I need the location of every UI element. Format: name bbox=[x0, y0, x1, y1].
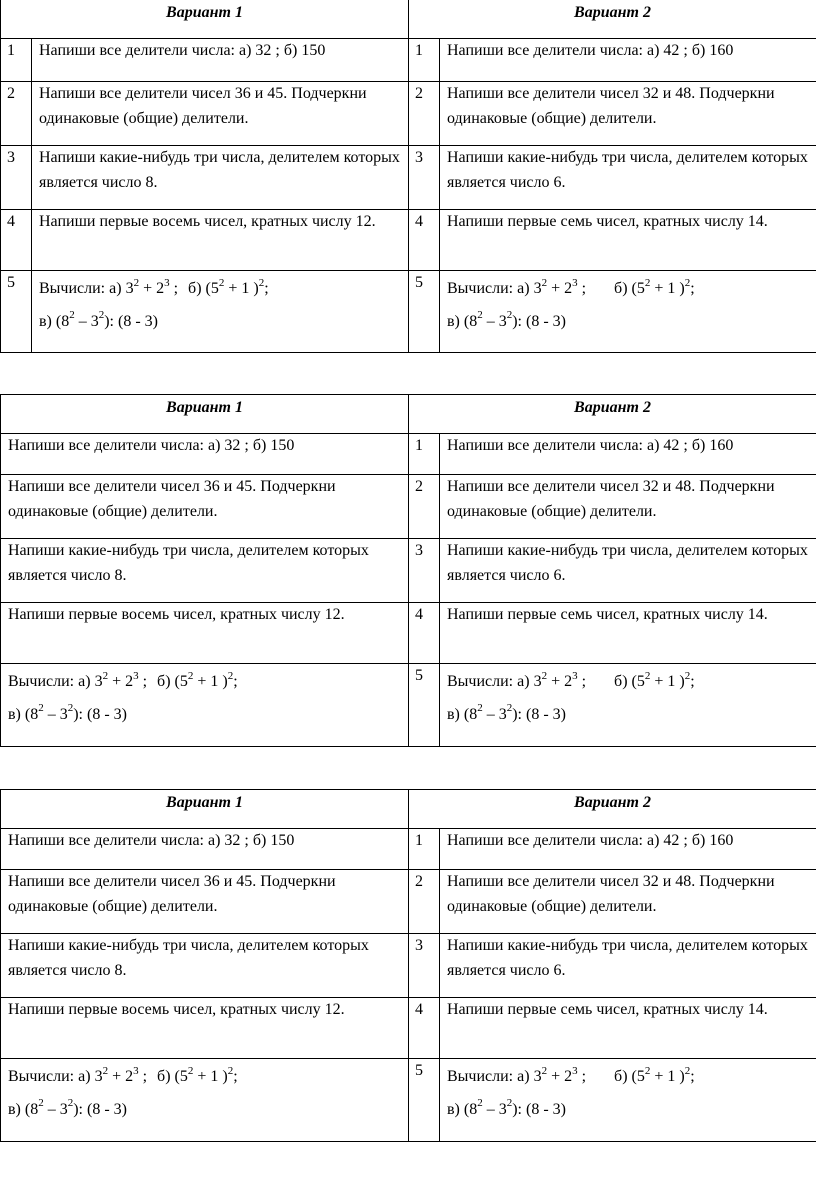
task-number: 4 bbox=[1, 210, 32, 271]
task-text: Напиши все делители чисел 32 и 48. Подчеркни одинаковые (общие) делители. bbox=[440, 870, 816, 934]
task-text: Напиши все делители числа: а) 32 ; б) 150 bbox=[1, 829, 409, 870]
variant-2-header bbox=[409, 790, 816, 829]
variant-2-title: Вариант 2 bbox=[574, 4, 651, 21]
task-number: 3 bbox=[409, 934, 440, 998]
task-number: 5 bbox=[409, 271, 440, 353]
calc-label: Вычисли: а) bbox=[447, 280, 534, 297]
task-number: 3 bbox=[1, 146, 32, 210]
task-text: Напиши все делители числа: а) 42 ; б) 160 bbox=[440, 829, 816, 870]
calc-task-text bbox=[440, 271, 816, 353]
calc-line-2: в) $(8^2 - 3^2)$: (8 - 3) bbox=[8, 702, 127, 723]
table-row bbox=[1, 1059, 816, 1142]
calc-task-text bbox=[1, 664, 409, 747]
variant-1-header bbox=[1, 0, 409, 39]
task-text: Напиши какие-нибудь три числа, делителем которых является число 8. bbox=[32, 146, 409, 210]
task-text: Напиши все делители числа: а) 42 ; б) 160 bbox=[440, 434, 816, 475]
calc-task-text bbox=[440, 664, 816, 747]
table-row bbox=[1, 539, 816, 603]
variant-2-header bbox=[409, 0, 816, 39]
variant-1-title: Вариант 1 bbox=[166, 399, 243, 416]
calc-line-1: Вычисли: а) $3^2 + 2^3$ ; б) ($5^2 + 1$ )$^2$; bbox=[8, 669, 238, 690]
table-row bbox=[1, 82, 816, 146]
worksheet-table-2 bbox=[0, 394, 816, 747]
table-row bbox=[1, 870, 816, 934]
task-number: 2 bbox=[1, 82, 32, 146]
calc-label: Вычисли: а) bbox=[447, 1068, 534, 1085]
task-text: Напиши все делители чисел 32 и 48. Подчеркни одинаковые (общие) делители. bbox=[440, 82, 816, 146]
calc-label: Вычисли: а) bbox=[447, 673, 534, 690]
task-number: 1 bbox=[1, 39, 32, 82]
task-number: 2 bbox=[409, 475, 440, 539]
worksheet-table-3 bbox=[0, 789, 816, 1142]
task-number: 5 bbox=[409, 664, 440, 747]
task-text: Напиши первые восемь чисел, кратных числу 12. bbox=[1, 603, 409, 664]
task-text: Напиши какие-нибудь три числа, делителем которых является число 6. bbox=[440, 146, 816, 210]
calc-line-1: Вычисли: а) $3^2 + 2^3$ ; б) ($5^2 + 1$ )$^2$; bbox=[39, 276, 269, 297]
task-text: Напиши все делители чисел 32 и 48. Подчеркни одинаковые (общие) делители. bbox=[440, 475, 816, 539]
calc-task-text bbox=[440, 1059, 816, 1142]
task-text: Напиши первые восемь чисел, кратных числу 12. bbox=[1, 998, 409, 1059]
table-row bbox=[1, 664, 816, 747]
variant-1-header bbox=[1, 790, 409, 829]
task-text: Напиши все делители числа: а) 42 ; б) 160 bbox=[440, 39, 816, 82]
calc-label: Вычисли: а) bbox=[39, 280, 126, 297]
table-row bbox=[1, 603, 816, 664]
task-number: 5 bbox=[409, 1059, 440, 1142]
task-text: Напиши все делители чисел 36 и 45. Подчеркни одинаковые (общие) делители. bbox=[1, 475, 409, 539]
task-number: 4 bbox=[409, 603, 440, 664]
calc-line-2: в) $(8^2 - 3^2)$: (8 - 3) bbox=[8, 1097, 127, 1118]
table-row bbox=[1, 271, 816, 353]
variant-1-title: Вариант 1 bbox=[166, 4, 243, 21]
task-text: Напиши какие-нибудь три числа, делителем которых является число 8. bbox=[1, 539, 409, 603]
task-number: 2 bbox=[409, 82, 440, 146]
task-number: 4 bbox=[409, 210, 440, 271]
task-text: Напиши первые восемь чисел, кратных числу 12. bbox=[32, 210, 409, 271]
task-text: Напиши первые семь чисел, кратных числу 14. bbox=[440, 998, 816, 1059]
calc-label: Вычисли: а) bbox=[8, 673, 95, 690]
worksheet-table-1 bbox=[0, 0, 816, 353]
variant-2-title: Вариант 2 bbox=[574, 399, 651, 416]
calc-line-2: в) $(8^2 - 3^2)$: (8 - 3) bbox=[447, 309, 566, 330]
task-number: 2 bbox=[409, 870, 440, 934]
table-row bbox=[1, 475, 816, 539]
variant-2-title: Вариант 2 bbox=[574, 794, 651, 811]
task-text: Напиши все делители чисел 36 и 45. Подчеркни одинаковые (общие) делители. bbox=[32, 82, 409, 146]
task-text: Напиши все делители числа: а) 32 ; б) 150 bbox=[32, 39, 409, 82]
variant-1-title: Вариант 1 bbox=[166, 794, 243, 811]
table-row bbox=[1, 829, 816, 870]
task-number: 1 bbox=[409, 829, 440, 870]
task-number: 3 bbox=[409, 539, 440, 603]
task-number: 1 bbox=[409, 39, 440, 82]
table-row bbox=[1, 39, 816, 82]
task-number: 1 bbox=[409, 434, 440, 475]
task-number: 3 bbox=[409, 146, 440, 210]
calc-line-1: Вычисли: а) $3^2 + 2^3$ ; б) ($5^2 + 1$ )$^2$; bbox=[447, 276, 695, 297]
variant-2-header bbox=[409, 395, 816, 434]
calc-line-1: Вычисли: а) $3^2 + 2^3$ ; б) ($5^2 + 1$ )$^2$; bbox=[8, 1064, 238, 1085]
table-row bbox=[1, 146, 816, 210]
calc-line-2: в) $(8^2 - 3^2)$: (8 - 3) bbox=[447, 1097, 566, 1118]
calc-line-1: Вычисли: а) $3^2 + 2^3$ ; б) ($5^2 + 1$ )$^2$; bbox=[447, 669, 695, 690]
task-number: 5 bbox=[1, 271, 32, 353]
calc-line-2: в) $(8^2 - 3^2)$: (8 - 3) bbox=[39, 309, 158, 330]
variant-1-header bbox=[1, 395, 409, 434]
table-row bbox=[1, 434, 816, 475]
calc-line-2: в) $(8^2 - 3^2)$: (8 - 3) bbox=[447, 702, 566, 723]
task-text: Напиши первые семь чисел, кратных числу 14. bbox=[440, 603, 816, 664]
task-number: 4 bbox=[409, 998, 440, 1059]
table-row bbox=[1, 998, 816, 1059]
task-text: Напиши все делители чисел 36 и 45. Подчеркни одинаковые (общие) делители. bbox=[1, 870, 409, 934]
table-row bbox=[1, 934, 816, 998]
task-text: Напиши какие-нибудь три числа, делителем которых является число 8. bbox=[1, 934, 409, 998]
calc-line-1: Вычисли: а) $3^2 + 2^3$ ; б) ($5^2 + 1$ )$^2$; bbox=[447, 1064, 695, 1085]
task-text: Напиши все делители числа: а) 32 ; б) 150 bbox=[1, 434, 409, 475]
calc-task-text bbox=[1, 1059, 409, 1142]
calc-task-text bbox=[32, 271, 409, 353]
task-text: Напиши какие-нибудь три числа, делителем которых является число 6. bbox=[440, 539, 816, 603]
task-text: Напиши какие-нибудь три числа, делителем которых является число 6. bbox=[440, 934, 816, 998]
table-row bbox=[1, 210, 816, 271]
calc-label: Вычисли: а) bbox=[8, 1068, 95, 1085]
task-text: Напиши первые семь чисел, кратных числу 14. bbox=[440, 210, 816, 271]
